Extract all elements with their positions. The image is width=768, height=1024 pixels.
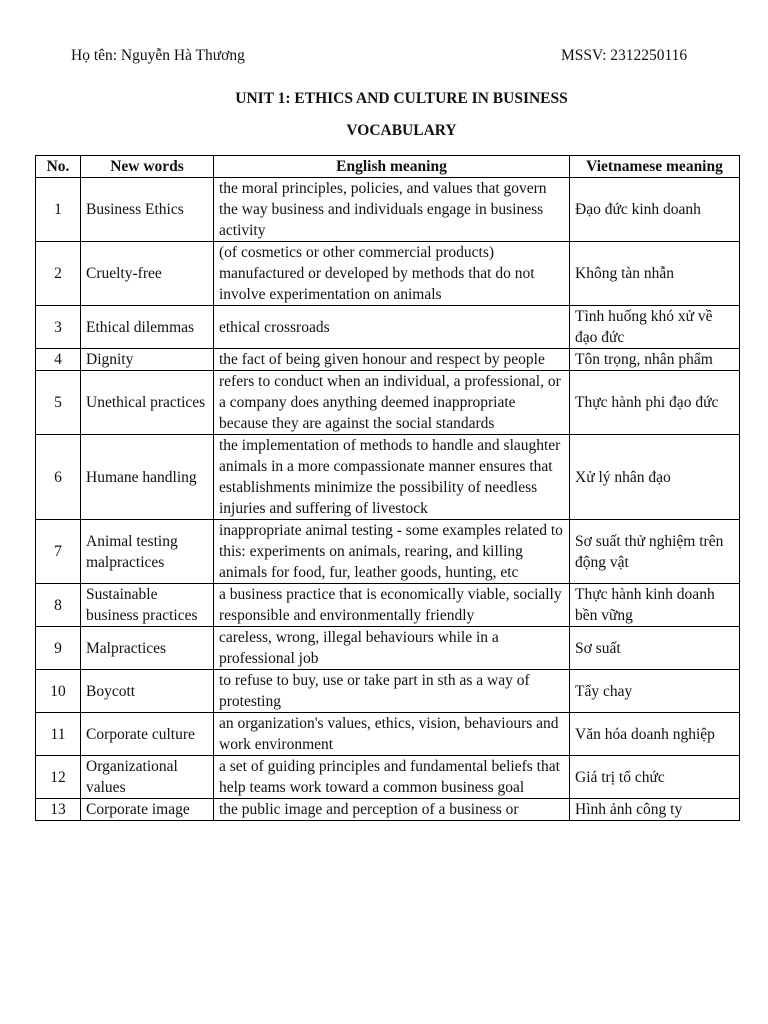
row-number: 4	[36, 349, 81, 371]
row-number: 8	[36, 584, 81, 627]
student-name: Họ tên: Nguyễn Hà Thương	[71, 47, 245, 64]
row-english: the public image and perception of a business or	[214, 799, 570, 821]
row-number: 3	[36, 306, 81, 349]
row-vietnamese: Xử lý nhân đạo	[570, 435, 740, 520]
table-row	[36, 670, 740, 713]
row-number: 10	[36, 670, 81, 713]
row-vietnamese: Giá trị tổ chức	[570, 756, 740, 799]
header-no: No.	[36, 156, 81, 178]
row-english: careless, wrong, illegal behaviours while in a professional job	[214, 627, 570, 670]
row-number: 11	[36, 713, 81, 756]
row-vietnamese: Thực hành kinh doanh bền vững	[570, 584, 740, 627]
row-english: the implementation of methods to handle and slaughter animals in a more compassionate manner ensures that establishments minimize the possibility of needless injuries and suffering of livestock	[214, 435, 570, 520]
table-row	[36, 627, 740, 670]
header-english-meaning: English meaning	[214, 156, 570, 178]
row-number: 9	[36, 627, 81, 670]
table-row	[36, 178, 740, 242]
row-word: Organizational values	[81, 756, 214, 799]
table-header-row	[36, 156, 740, 178]
vocabulary-table	[35, 155, 740, 821]
table-row	[36, 349, 740, 371]
table-row	[36, 371, 740, 435]
row-number: 7	[36, 520, 81, 584]
row-word: Unethical practices	[81, 371, 214, 435]
table-row	[36, 520, 740, 584]
row-word: Corporate culture	[81, 713, 214, 756]
row-english: to refuse to buy, use or take part in sth as a way of protesting	[214, 670, 570, 713]
row-english: the fact of being given honour and respect by people	[214, 349, 570, 371]
row-english: refers to conduct when an individual, a professional, or a company does anything deemed inappropriate because they are against the social standards	[214, 371, 570, 435]
header-vietnamese-meaning: Vietnamese meaning	[570, 156, 740, 178]
row-vietnamese: Tẩy chay	[570, 670, 740, 713]
row-word: Sustainable business practices	[81, 584, 214, 627]
row-number: 5	[36, 371, 81, 435]
table-row	[36, 242, 740, 306]
row-number: 1	[36, 178, 81, 242]
row-vietnamese: Hình ảnh công ty	[570, 799, 740, 821]
row-vietnamese: Thực hành phi đạo đức	[570, 371, 740, 435]
row-vietnamese: Tôn trọng, nhân phẩm	[570, 349, 740, 371]
table-row	[36, 799, 740, 821]
row-word: Cruelty-free	[81, 242, 214, 306]
table-row	[36, 306, 740, 349]
student-id: MSSV: 2312250116	[561, 47, 688, 64]
row-word: Malpractices	[81, 627, 214, 670]
row-word: Boycott	[81, 670, 214, 713]
table-row	[36, 713, 740, 756]
row-word: Corporate image	[81, 799, 214, 821]
table-row	[36, 584, 740, 627]
row-word: Humane handling	[81, 435, 214, 520]
row-english: a business practice that is economically viable, socially responsible and environmentally friendly	[214, 584, 570, 627]
row-number: 13	[36, 799, 81, 821]
table-row	[36, 756, 740, 799]
row-english: inappropriate animal testing - some examples related to this: experiments on animals, rearing, and killing animals for food, fur, leather goods, hunting, etc	[214, 520, 570, 584]
row-english: (of cosmetics or other commercial products) manufactured or developed by methods that do not involve experimentation on animals	[214, 242, 570, 306]
row-word: Business Ethics	[81, 178, 214, 242]
row-number: 12	[36, 756, 81, 799]
row-english: an organization's values, ethics, vision, behaviours and work environment	[214, 713, 570, 756]
table-row	[36, 435, 740, 520]
document-title: UNIT 1: ETHICS AND CULTURE IN BUSINESS	[235, 90, 568, 107]
row-vietnamese: Đạo đức kinh doanh	[570, 178, 740, 242]
row-vietnamese: Sơ suất thử nghiệm trên động vật	[570, 520, 740, 584]
row-word: Animal testing malpractices	[81, 520, 214, 584]
row-word: Ethical dilemmas	[81, 306, 214, 349]
row-number: 2	[36, 242, 81, 306]
row-vietnamese: Không tàn nhẫn	[570, 242, 740, 306]
section-title: VOCABULARY	[346, 122, 457, 139]
row-english: the moral principles, policies, and values that govern the way business and individuals engage in business activity	[214, 178, 570, 242]
header-new-words: New words	[81, 156, 214, 178]
row-english: a set of guiding principles and fundamental beliefs that help teams work toward a common business goal	[214, 756, 570, 799]
row-vietnamese: Sơ suất	[570, 627, 740, 670]
row-vietnamese: Văn hóa doanh nghiệp	[570, 713, 740, 756]
row-vietnamese: Tình huống khó xử về đạo đức	[570, 306, 740, 349]
row-english: ethical crossroads	[214, 306, 570, 349]
row-word: Dignity	[81, 349, 214, 371]
row-number: 6	[36, 435, 81, 520]
